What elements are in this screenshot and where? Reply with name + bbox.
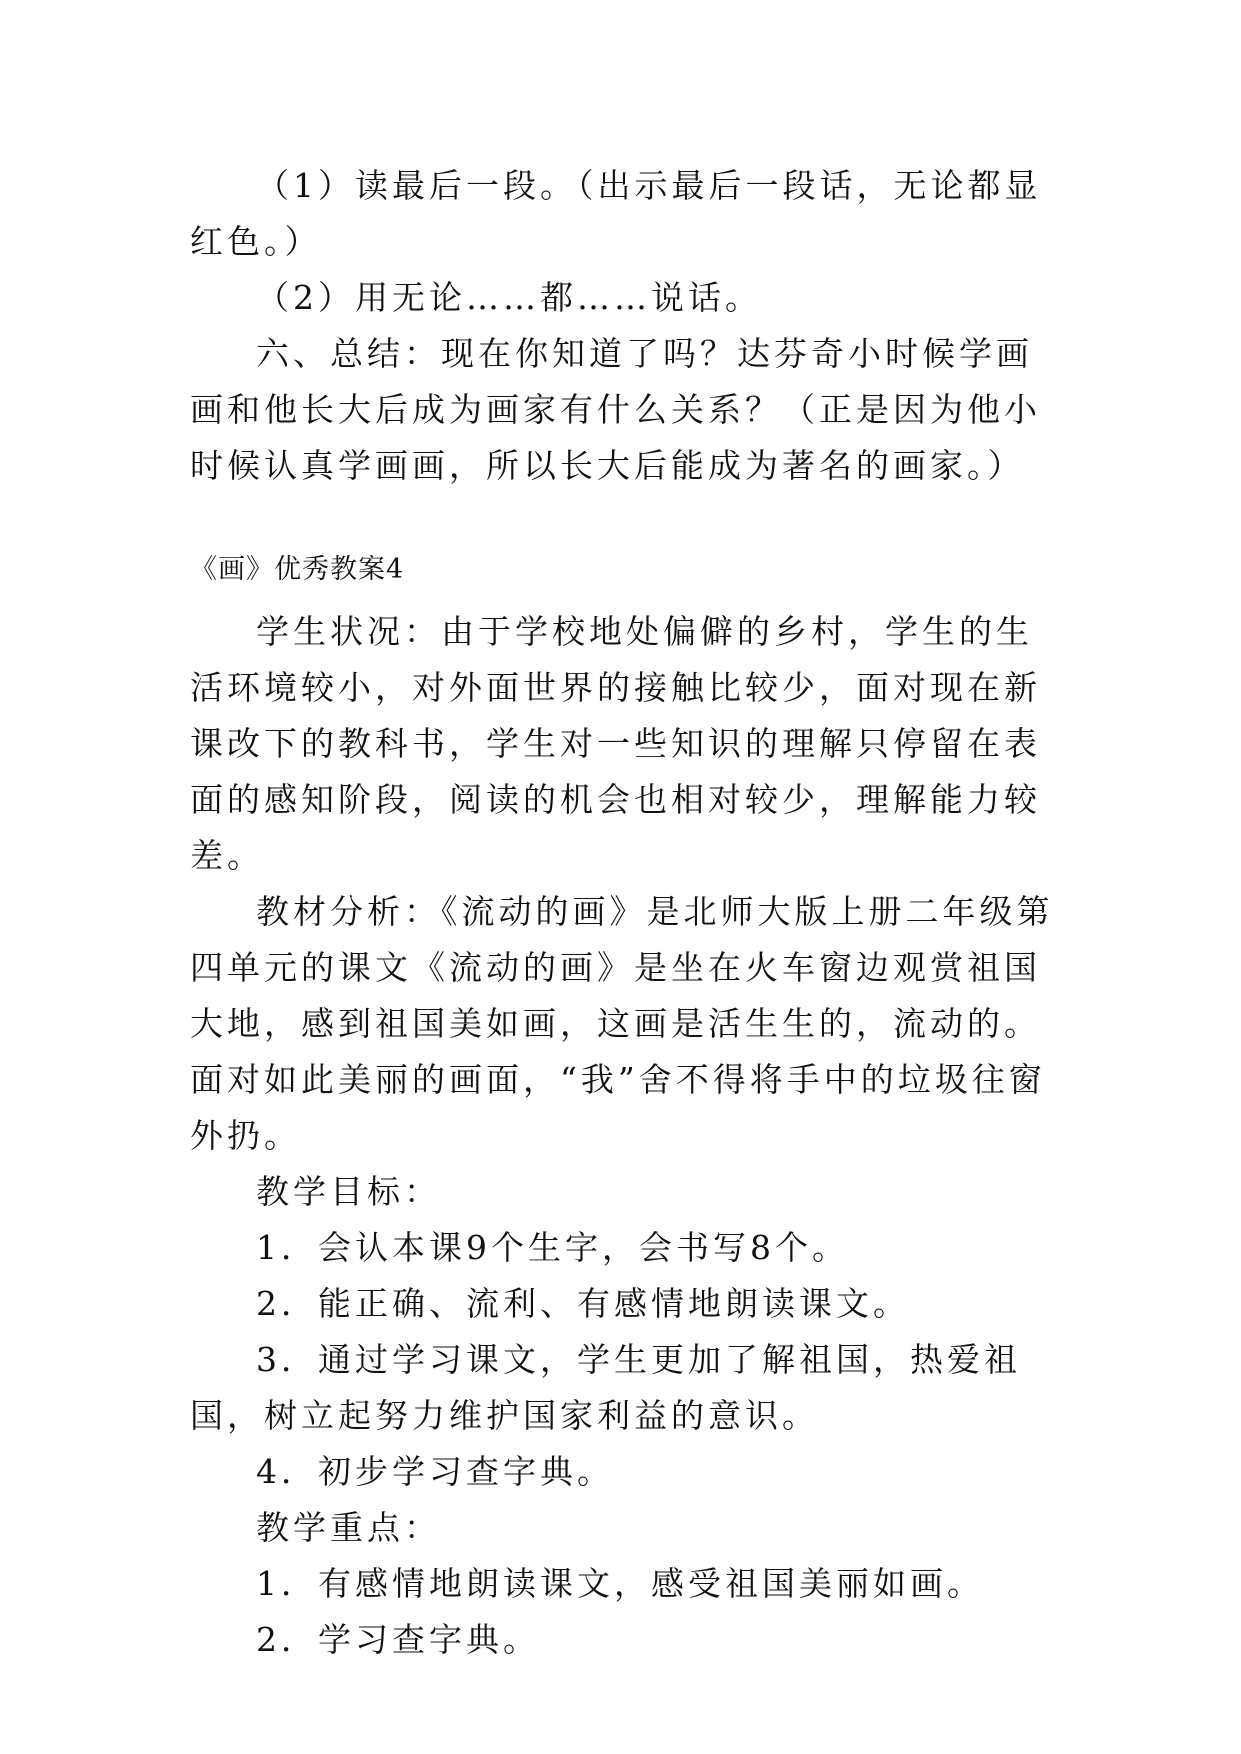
list-item-goal-1: 1．会认本课9个生字，会书写8个。 — [256, 1228, 849, 1267]
list-item-focus-1: 1．有感情地朗读课文，感受祖国美丽如画。 — [256, 1564, 984, 1603]
list-item-goal-3: 3．通过学习课文，学生更加了解祖国，热爱祖国，树立起努力维护国家利益的意识。 — [190, 1340, 1021, 1435]
paragraph-teaching-goals-heading: 教学目标： — [256, 1172, 441, 1211]
paragraph-read-last-section: （1）读最后一段。（出示最后一段话，无论都显红色。） — [190, 166, 1042, 261]
paragraph-teaching-focus-heading: 教学重点： — [256, 1508, 441, 1547]
paragraph-student-situation: 学生状况：由于学校地处偏僻的乡村，学生的生活环境较小，对外面世界的接触比较少，面对现在新课改下的教科书，学生对一些知识的理解只停留在表面的感知阶段，阅读的机会也相对较少，理解能力较差。 — [190, 612, 1041, 875]
section-spacer — [190, 494, 1060, 542]
list-item-goal-4: 4．初步学习查字典。 — [256, 1452, 614, 1491]
list-item-goal-2: 2．能正确、流利、有感情地朗读课文。 — [256, 1284, 910, 1323]
list-item-focus-2: 2．学习查字典。 — [256, 1620, 540, 1659]
paragraph-sentence-practice: （2）用无论……都……说话。 — [256, 278, 762, 317]
section-title: 《画》优秀教案4 — [190, 554, 405, 585]
paragraph-material-analysis: 教材分析：《流动的画》是北师大版上册二年级第四单元的课文《流动的画》是坐在火车窗边观赏祖国大地，感到祖国美如画，这画是活生生的，流动的。面对如此美丽的画面，“我”舍不得将手中的垃圾往窗外扔。 — [190, 892, 1054, 1155]
paragraph-summary: 六、总结：现在你知道了吗？达芬奇小时候学画画和他长大后成为画家有什么关系？（正是因为他小时候认真学画画，所以长大后能成为著名的画家。） — [190, 334, 1041, 485]
document-body — [190, 158, 1060, 1668]
